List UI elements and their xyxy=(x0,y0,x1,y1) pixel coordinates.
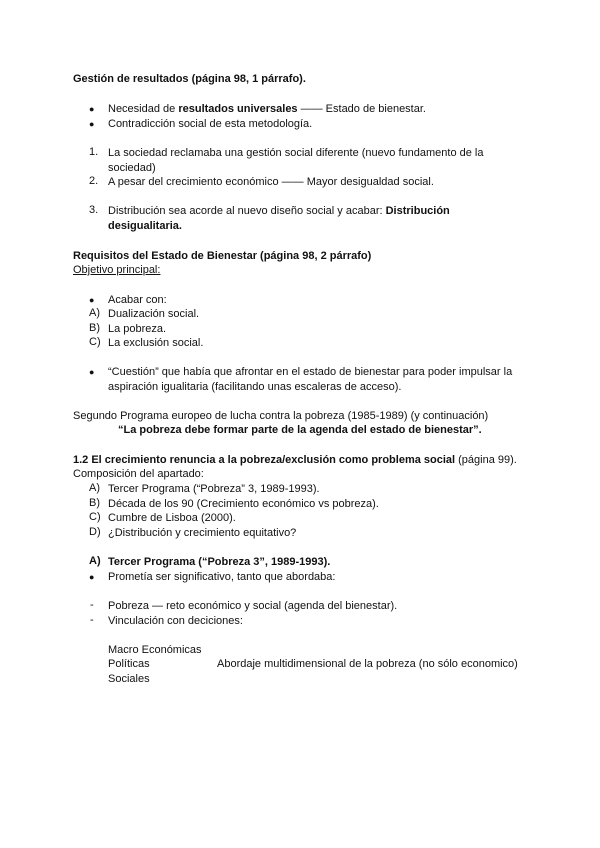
text-segment: Necesidad de xyxy=(108,103,179,115)
list-item: La exclusión social. xyxy=(108,337,204,349)
list-letter: A) xyxy=(89,555,101,567)
list-number: 3. xyxy=(89,204,99,216)
bullet-icon: ● xyxy=(89,572,95,582)
abordaje-text: Abordaje multidimensional de la pobreza (no sólo economico) xyxy=(217,658,518,670)
dash-marker: - xyxy=(90,599,94,611)
list-letter: B) xyxy=(89,497,100,509)
bold-text: Distribución xyxy=(385,205,450,217)
list-item: Década de los 90 (Crecimiento económico vs pobreza). xyxy=(108,498,379,510)
text-segment: —— Estado de bienestar. xyxy=(297,103,426,115)
list-letter: A) xyxy=(89,307,100,319)
list-item: Tercer Programa (“Pobreza” 3, 1989-1993). xyxy=(108,483,320,495)
list-item xyxy=(108,204,450,218)
subheading: Objetivo principal: xyxy=(73,264,161,276)
list-item: Vinculación con deciciones: xyxy=(108,615,243,627)
dash-marker: - xyxy=(90,614,94,626)
section-heading: Gestión de resultados (página 98, 1 párrafo). xyxy=(73,73,306,85)
list-item: La pobreza. xyxy=(108,323,167,335)
list-item: Contradicción social de esta metodología. xyxy=(108,118,313,130)
bullet-icon: ● xyxy=(89,104,95,114)
list-item: Acabar con: xyxy=(108,294,167,306)
list-letter: A) xyxy=(89,482,100,494)
list-number: 1. xyxy=(89,146,99,158)
list-item-continuation: sociedad) xyxy=(108,162,156,174)
list-letter: C) xyxy=(89,336,101,348)
subheading: Tercer Programa (“Pobreza 3”, 1989-1993). xyxy=(108,556,331,568)
list-item: “Cuestión” que había que afrontar en el estado de bienestar para poder impulsar la xyxy=(108,366,513,378)
section-heading: Requisitos del Estado de Bienestar (página 98, 2 párrafo) xyxy=(73,250,372,262)
section-heading xyxy=(73,453,517,467)
text-segment: Distribución sea acorde al nuevo diseño social y acabar: xyxy=(108,205,386,217)
list-item xyxy=(108,102,426,116)
list-letter: C) xyxy=(89,511,101,523)
list-item-continuation: desigualitaria. xyxy=(108,220,182,232)
decision-item: Macro Económicas xyxy=(108,644,202,656)
list-item-continuation: aspiración igualitaria (facilitando unas escaleras de acceso). xyxy=(108,381,402,393)
list-item: Pobreza — reto económico y social (agenda del bienestar). xyxy=(108,600,398,612)
paragraph: Composición del apartado: xyxy=(73,468,204,480)
list-item: ¿Distribución y crecimiento equitativo? xyxy=(108,527,297,539)
text-segment: (página 99). xyxy=(455,454,517,466)
bullet-icon: ● xyxy=(89,119,95,129)
bullet-icon: ● xyxy=(89,367,95,377)
list-item: Cumbre de Lisboa (2000). xyxy=(108,512,236,524)
list-item: Prometía ser significativo, tanto que abordaba: xyxy=(108,571,336,583)
decision-item: Sociales xyxy=(108,673,150,685)
quote: “La pobreza debe formar parte de la agenda del estado de bienestar”. xyxy=(118,424,482,436)
list-item: La sociedad reclamaba una gestión social diferente (nuevo fundamento de la xyxy=(108,147,484,159)
decision-item: Políticas xyxy=(108,658,150,670)
list-letter: B) xyxy=(89,322,100,334)
bold-text: 1.2 El crecimiento renuncia a la pobreza/exclusión como problema social xyxy=(73,454,456,466)
list-letter: D) xyxy=(89,526,101,538)
list-item: A pesar del crecimiento económico —— Mayor desigualdad social. xyxy=(108,176,434,188)
list-number: 2. xyxy=(89,175,99,187)
paragraph: Segundo Programa europeo de lucha contra la pobreza (1985-1989) (y continuación) xyxy=(73,410,489,422)
bullet-icon: ● xyxy=(89,295,95,305)
bold-text: resultados universales xyxy=(178,103,298,115)
list-item: Dualización social. xyxy=(108,308,200,320)
